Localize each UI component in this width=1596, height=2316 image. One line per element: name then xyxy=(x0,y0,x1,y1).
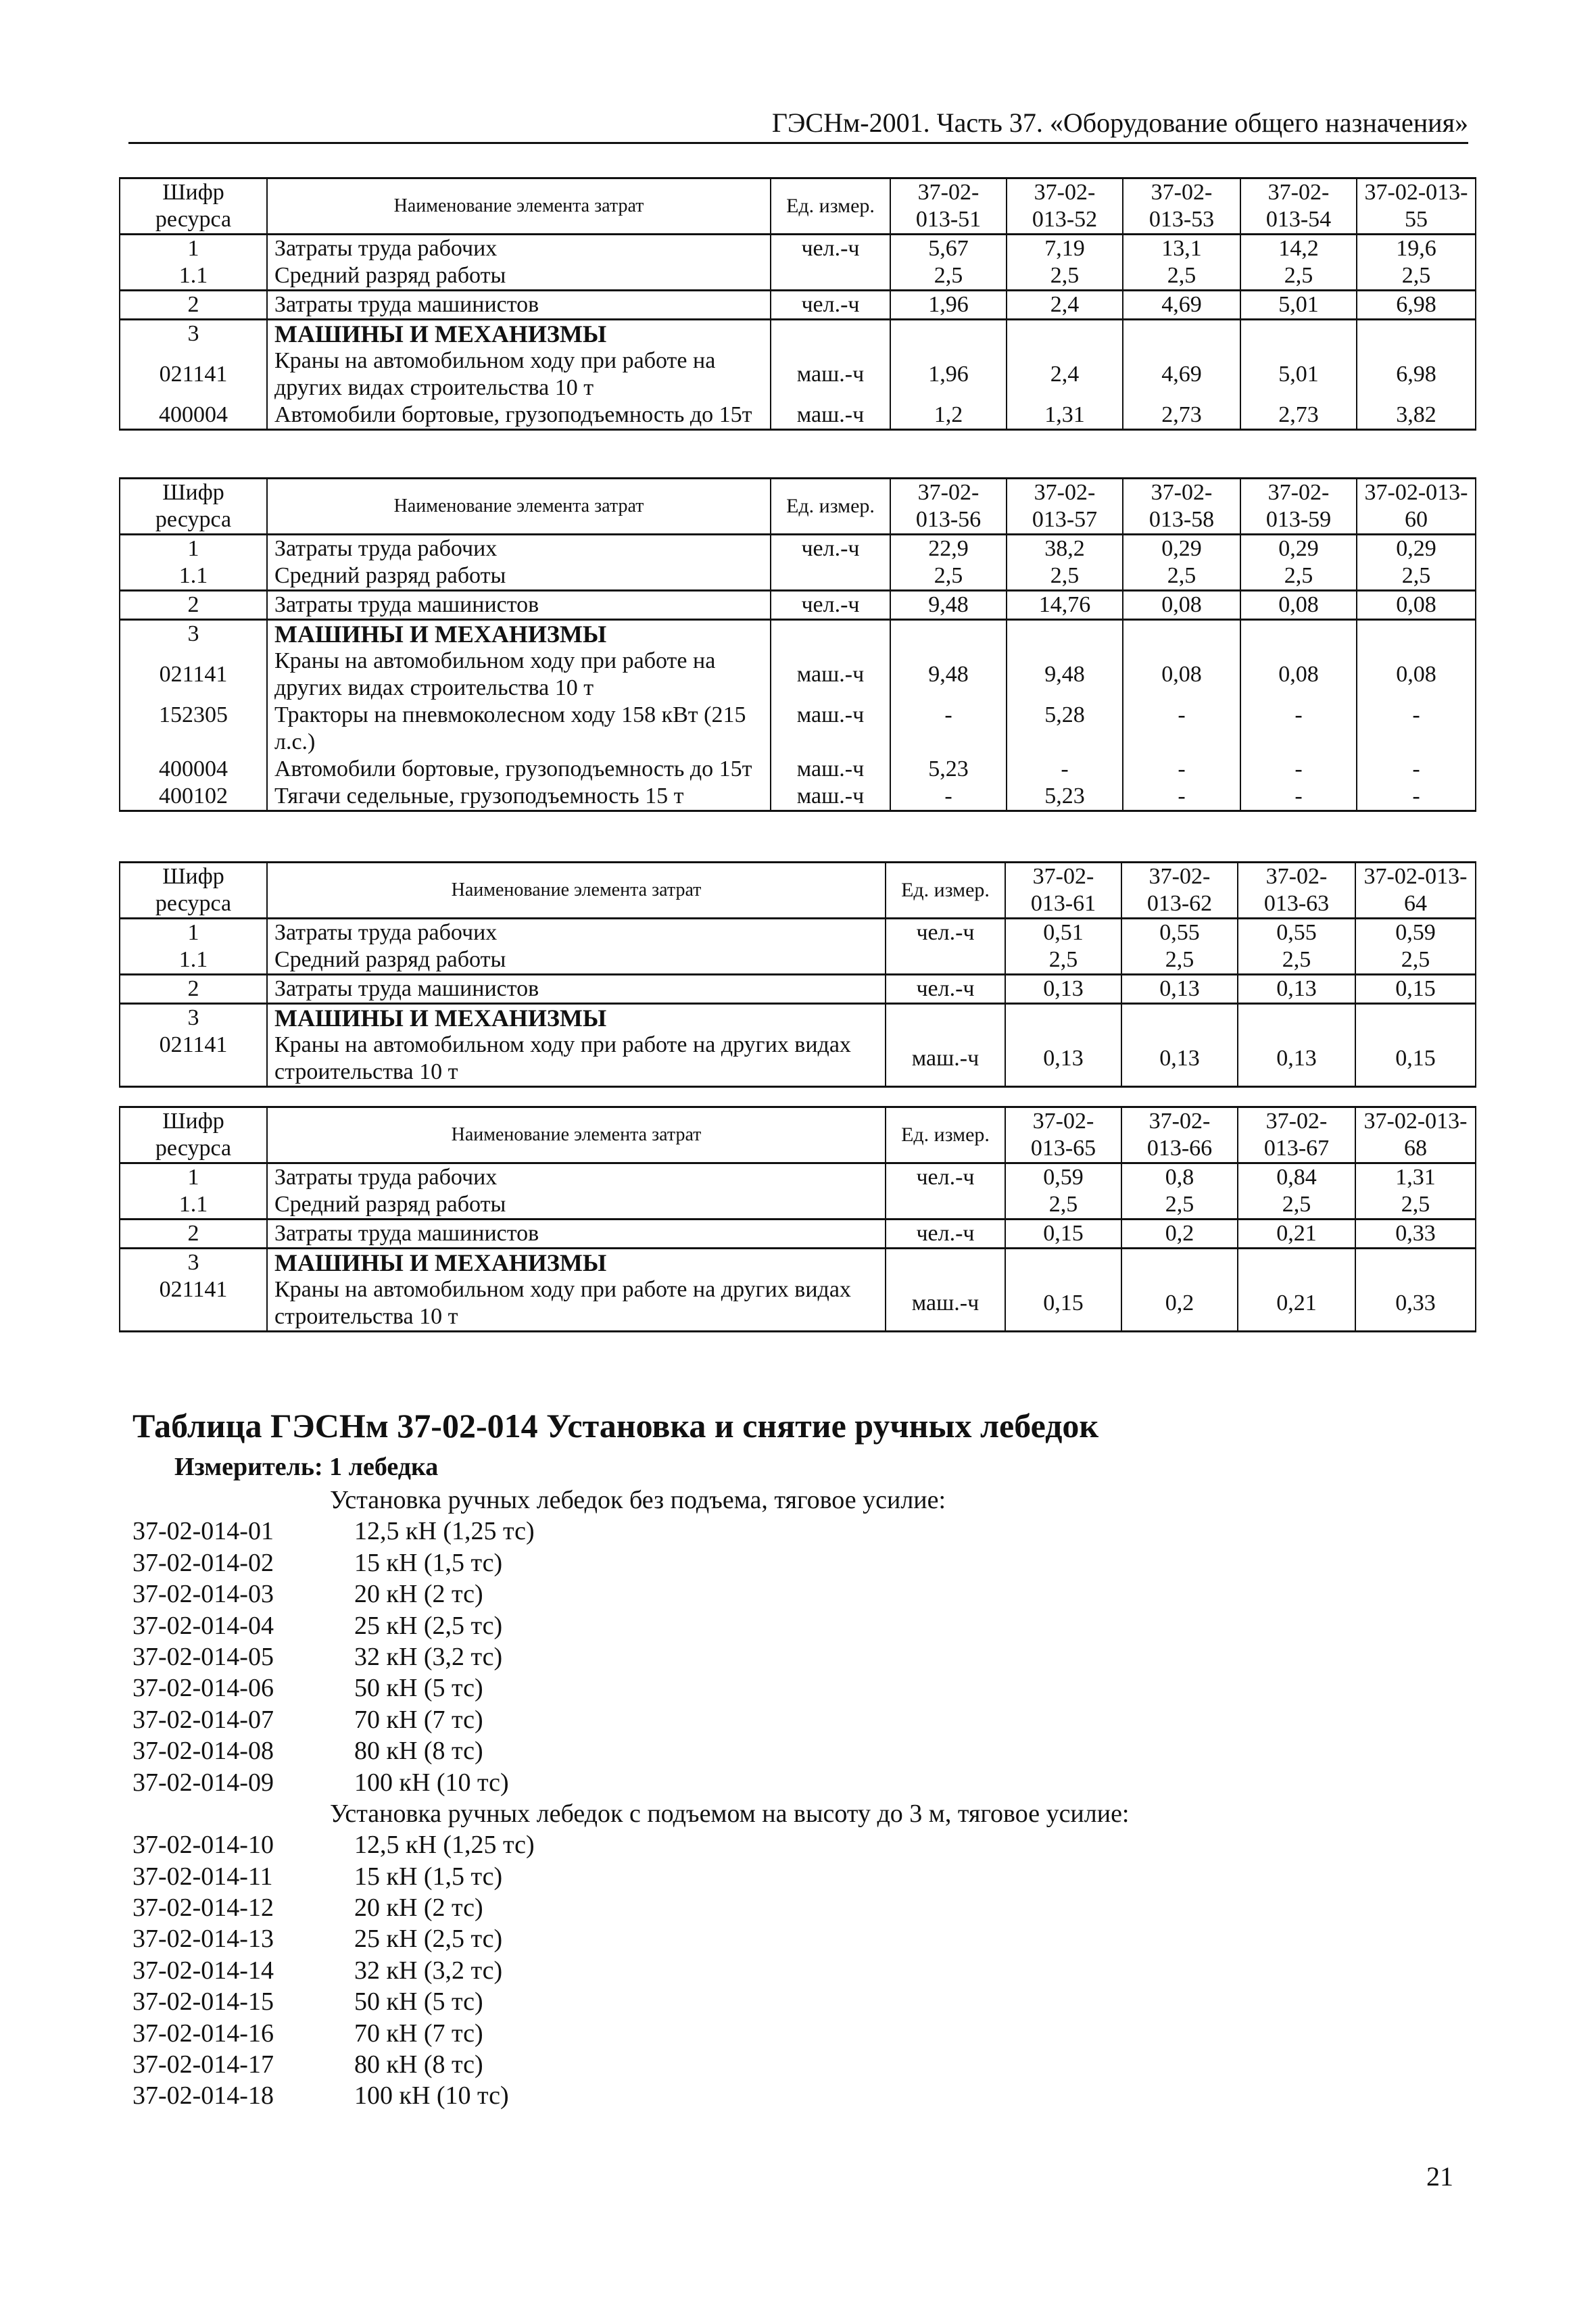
resource-code: 1 xyxy=(120,535,267,563)
resource-code: 021141 xyxy=(120,347,267,402)
unit: чел.-ч xyxy=(886,919,1005,947)
value: 2,73 xyxy=(1123,402,1240,430)
value: 0,55 xyxy=(1238,919,1355,947)
header-resource-code: Шифр ресурса xyxy=(120,863,267,919)
item-desc: 50 кН (5 тс) xyxy=(354,1674,483,1703)
resource-code: 1.1 xyxy=(120,1191,267,1220)
value: 2,5 xyxy=(1123,262,1240,291)
list-item xyxy=(132,1735,1417,1766)
value: 2,5 xyxy=(1357,562,1476,591)
list-item xyxy=(132,1641,1417,1672)
value: - xyxy=(1123,783,1240,811)
unit xyxy=(886,946,1005,975)
item-desc: 80 кН (8 тс) xyxy=(354,2050,483,2079)
section-title: МАШИНЫ И МЕХАНИЗМЫ xyxy=(267,1004,886,1032)
value: 2,5 xyxy=(1357,262,1476,291)
value: 2,5 xyxy=(1240,262,1357,291)
section-title: МАШИНЫ И МЕХАНИЗМЫ xyxy=(267,1249,886,1277)
item-code: 37-02-014-11 xyxy=(132,1862,273,1891)
value: 0,21 xyxy=(1238,1220,1355,1249)
value: 6,98 xyxy=(1357,347,1476,402)
table-row xyxy=(120,1220,1476,1249)
table-row xyxy=(120,946,1476,975)
value: 0,08 xyxy=(1240,591,1357,620)
section-title: МАШИНЫ И МЕХАНИЗМЫ xyxy=(267,620,771,648)
unit: маш.-ч xyxy=(886,1032,1005,1087)
list-item xyxy=(132,1829,1417,1860)
resource-code: 1.1 xyxy=(120,562,267,591)
value: 1,96 xyxy=(890,291,1007,320)
unit: чел.-ч xyxy=(886,1220,1005,1249)
value: - xyxy=(1123,756,1240,783)
column-code: 37-02-013-62 xyxy=(1121,863,1238,919)
section-title: МАШИНЫ И МЕХАНИЗМЫ xyxy=(267,320,771,348)
value: 0,55 xyxy=(1121,919,1238,947)
item-code: 37-02-014-12 xyxy=(132,1893,274,1923)
table-row xyxy=(120,756,1476,783)
value: 0,8 xyxy=(1121,1163,1238,1192)
table-014-meter: Измеритель: 1 лебедка xyxy=(174,1453,439,1481)
value: 0,13 xyxy=(1121,1032,1238,1087)
value: 0,08 xyxy=(1357,648,1476,702)
column-code: 37-02-013-67 xyxy=(1238,1107,1355,1163)
table-row xyxy=(120,562,1476,591)
value: 0,08 xyxy=(1123,591,1240,620)
value: 0,21 xyxy=(1238,1276,1355,1332)
table-row xyxy=(120,919,1476,947)
value: 14,76 xyxy=(1007,591,1123,620)
resource-code: 1 xyxy=(120,919,267,947)
table-row xyxy=(120,235,1476,263)
item-code: 37-02-014-09 xyxy=(132,1768,274,1797)
column-code: 37-02-013-61 xyxy=(1005,863,1121,919)
header-unit: Ед. измер. xyxy=(771,178,890,235)
value: 0,13 xyxy=(1005,975,1121,1004)
header-unit: Ед. измер. xyxy=(886,1107,1005,1163)
resource-code: 1 xyxy=(120,1163,267,1192)
item-code: 37-02-014-06 xyxy=(132,1674,274,1703)
value: 2,5 xyxy=(1007,262,1123,291)
list-item xyxy=(132,1955,1417,1986)
item-desc: 12,5 кН (1,25 тс) xyxy=(354,1517,535,1546)
value: 2,5 xyxy=(1355,1191,1476,1220)
unit: маш.-ч xyxy=(886,1276,1005,1332)
value: 0,59 xyxy=(1005,1163,1121,1192)
value: - xyxy=(1357,702,1476,756)
item-code: 37-02-014-02 xyxy=(132,1548,274,1577)
unit: маш.-ч xyxy=(771,783,890,811)
column-code: 37-02-013-63 xyxy=(1238,863,1355,919)
item-code: 37-02-014-15 xyxy=(132,1987,274,2017)
value: 1,2 xyxy=(890,402,1007,430)
item-code: 37-02-014-04 xyxy=(132,1611,274,1640)
item-desc: 32 кН (3,2 тс) xyxy=(354,1956,503,1985)
list-item xyxy=(132,2018,1417,2049)
element-name: Затраты труда рабочих xyxy=(267,235,771,263)
list-item xyxy=(132,1672,1417,1704)
value: 4,69 xyxy=(1123,347,1240,402)
resource-table-4 xyxy=(119,1106,1476,1332)
value: 22,9 xyxy=(890,535,1007,563)
unit: чел.-ч xyxy=(771,535,890,563)
unit: чел.-ч xyxy=(771,591,890,620)
value: 14,2 xyxy=(1240,235,1357,263)
column-code: 37-02-013-54 xyxy=(1240,178,1357,235)
item-desc: 70 кН (7 тс) xyxy=(354,2019,483,2048)
column-code: 37-02-013-51 xyxy=(890,178,1007,235)
item-desc: 100 кН (10 тс) xyxy=(354,2081,509,2110)
value: 4,69 xyxy=(1123,291,1240,320)
value: 0,08 xyxy=(1123,648,1240,702)
element-name: Затраты труда машинистов xyxy=(267,591,771,620)
running-header: ГЭСНм-2001. Часть 37. «Оборудование общего назначения» xyxy=(128,107,1468,144)
column-code: 37-02-013-53 xyxy=(1123,178,1240,235)
value: 0,13 xyxy=(1005,1032,1121,1087)
value: 5,01 xyxy=(1240,291,1357,320)
header-element-name: Наименование элемента затрат xyxy=(267,479,771,535)
unit: маш.-ч xyxy=(771,756,890,783)
resource-code: 1.1 xyxy=(120,946,267,975)
resource-code: 400102 xyxy=(120,783,267,811)
value: 0,33 xyxy=(1355,1276,1476,1332)
value: 7,19 xyxy=(1007,235,1123,263)
element-name: Автомобили бортовые, грузоподъемность до 15т xyxy=(267,402,771,430)
list-item xyxy=(132,1516,1417,1547)
resource-code: 2 xyxy=(120,975,267,1004)
column-code: 37-02-013-52 xyxy=(1007,178,1123,235)
value: - xyxy=(890,702,1007,756)
value: 5,23 xyxy=(1007,783,1123,811)
column-code: 37-02-013-60 xyxy=(1357,479,1476,535)
table-row xyxy=(120,1191,1476,1220)
value: - xyxy=(1357,756,1476,783)
value: 0,08 xyxy=(1357,591,1476,620)
element-name: Средний разряд работы xyxy=(267,562,771,591)
column-code: 37-02-013-64 xyxy=(1355,863,1476,919)
value: 1,31 xyxy=(1007,402,1123,430)
value: 0,08 xyxy=(1240,648,1357,702)
value: 9,48 xyxy=(890,648,1007,702)
value: 13,1 xyxy=(1123,235,1240,263)
list-item xyxy=(132,1923,1417,1954)
value: 2,5 xyxy=(1123,562,1240,591)
element-name: Автомобили бортовые, грузоподъемность до 15т xyxy=(267,756,771,783)
element-name: Средний разряд работы xyxy=(267,1191,886,1220)
element-name: Затраты труда машинистов xyxy=(267,975,886,1004)
list-item xyxy=(132,1986,1417,2017)
value: 0,59 xyxy=(1355,919,1476,947)
unit: чел.-ч xyxy=(771,291,890,320)
element-name: Средний разряд работы xyxy=(267,262,771,291)
item-code: 37-02-014-10 xyxy=(132,1831,274,1860)
resource-code: 2 xyxy=(120,591,267,620)
value: 0,33 xyxy=(1355,1220,1476,1249)
value: 2,5 xyxy=(1121,946,1238,975)
value: 9,48 xyxy=(1007,648,1123,702)
resource-code: 1.1 xyxy=(120,262,267,291)
item-desc: 25 кН (2,5 тс) xyxy=(354,1925,503,1954)
resource-code: 3 xyxy=(120,620,267,648)
resource-code: 2 xyxy=(120,291,267,320)
item-code: 37-02-014-07 xyxy=(132,1705,274,1734)
table-row xyxy=(120,262,1476,291)
value: 0,2 xyxy=(1121,1276,1238,1332)
table-014-title: Таблица ГЭСНм 37-02-014 Установка и снятие ручных лебедок xyxy=(132,1407,1099,1445)
list-item xyxy=(132,1610,1417,1641)
table-row xyxy=(120,975,1476,1004)
item-code: 37-02-014-18 xyxy=(132,2081,274,2110)
element-name: Средний разряд работы xyxy=(267,946,886,975)
value: 9,48 xyxy=(890,591,1007,620)
list-item xyxy=(132,1547,1417,1578)
resource-code: 3 xyxy=(120,1249,267,1277)
value: 38,2 xyxy=(1007,535,1123,563)
value: 0,15 xyxy=(1005,1220,1121,1249)
column-code: 37-02-013-58 xyxy=(1123,479,1240,535)
value: 0,13 xyxy=(1238,975,1355,1004)
value: 0,13 xyxy=(1238,1032,1355,1087)
value: 2,5 xyxy=(1240,562,1357,591)
header-unit: Ед. измер. xyxy=(886,863,1005,919)
element-name: Краны на автомобильном ходу при работе на других видах строительства 10 т xyxy=(267,1032,886,1087)
table-row xyxy=(120,347,1476,402)
value: 0,15 xyxy=(1355,1032,1476,1087)
table-row xyxy=(120,535,1476,563)
header-element-name: Наименование элемента затрат xyxy=(267,863,886,919)
resource-code: 021141 xyxy=(120,648,267,702)
table-row xyxy=(120,402,1476,430)
column-code: 37-02-013-68 xyxy=(1355,1107,1476,1163)
table-row xyxy=(120,291,1476,320)
element-name: Краны на автомобильном ходу при работе на других видах строительства 10 т xyxy=(267,648,771,702)
resource-code: 3 xyxy=(120,1004,267,1032)
unit: чел.-ч xyxy=(886,975,1005,1004)
item-desc: 15 кН (1,5 тс) xyxy=(354,1548,503,1577)
item-code: 37-02-014-17 xyxy=(132,2050,274,2079)
value: 3,82 xyxy=(1357,402,1476,430)
value: - xyxy=(1357,783,1476,811)
table-row xyxy=(120,1163,1476,1192)
value: - xyxy=(1240,756,1357,783)
unit xyxy=(771,262,890,291)
resource-table-1 xyxy=(119,177,1476,431)
item-code: 37-02-014-16 xyxy=(132,2019,274,2048)
table-row xyxy=(120,648,1476,702)
value: 0,29 xyxy=(1123,535,1240,563)
value: 5,01 xyxy=(1240,347,1357,402)
element-name: Затраты труда машинистов xyxy=(267,291,771,320)
resource-code: 021141 xyxy=(120,1276,267,1332)
group-heading: Установка ручных лебедок с подъемом на высоту до 3 м, тяговое усилие: xyxy=(330,1799,1130,1828)
section-row xyxy=(120,1249,1476,1277)
item-desc: 20 кН (2 тс) xyxy=(354,1893,483,1923)
unit: маш.-ч xyxy=(771,347,890,402)
column-code: 37-02-013-65 xyxy=(1005,1107,1121,1163)
element-name: Затраты труда рабочих xyxy=(267,1163,886,1192)
value: 2,5 xyxy=(1355,946,1476,975)
value: - xyxy=(890,783,1007,811)
element-name: Тягачи седельные, грузоподъемность 15 т xyxy=(267,783,771,811)
table-row xyxy=(120,1032,1476,1087)
table-row xyxy=(120,591,1476,620)
unit xyxy=(886,1191,1005,1220)
list-item xyxy=(132,2080,1417,2111)
unit: чел.-ч xyxy=(771,235,890,263)
item-desc: 20 кН (2 тс) xyxy=(354,1580,483,1609)
code-list xyxy=(132,1485,1417,2112)
table-row xyxy=(120,783,1476,811)
resource-code: 2 xyxy=(120,1220,267,1249)
column-code: 37-02-013-57 xyxy=(1007,479,1123,535)
resource-table-3 xyxy=(119,861,1476,1088)
item-code: 37-02-014-05 xyxy=(132,1642,274,1671)
item-desc: 100 кН (10 тс) xyxy=(354,1768,509,1797)
header-element-name: Наименование элемента затрат xyxy=(267,178,771,235)
list-item xyxy=(132,1861,1417,1892)
list-item xyxy=(132,1704,1417,1735)
value: 1,31 xyxy=(1355,1163,1476,1192)
section-row xyxy=(120,320,1476,348)
element-name: Затраты труда машинистов xyxy=(267,1220,886,1249)
header-unit: Ед. измер. xyxy=(771,479,890,535)
value: - xyxy=(1123,702,1240,756)
column-code: 37-02-013-55 xyxy=(1357,178,1476,235)
value: 2,5 xyxy=(1121,1191,1238,1220)
value: 2,5 xyxy=(1007,562,1123,591)
header-resource-code: Шифр ресурса xyxy=(120,178,267,235)
table-row xyxy=(120,702,1476,756)
value: 2,5 xyxy=(890,562,1007,591)
resource-code: 3 xyxy=(120,320,267,348)
value: 2,5 xyxy=(1238,1191,1355,1220)
item-desc: 15 кН (1,5 тс) xyxy=(354,1862,503,1891)
value: 1,96 xyxy=(890,347,1007,402)
list-item xyxy=(132,1892,1417,1923)
item-code: 37-02-014-14 xyxy=(132,1956,274,1985)
value: 0,29 xyxy=(1357,535,1476,563)
element-name: Затраты труда рабочих xyxy=(267,535,771,563)
value: 2,73 xyxy=(1240,402,1357,430)
item-code: 37-02-014-01 xyxy=(132,1517,274,1546)
header-resource-code: Шифр ресурса xyxy=(120,479,267,535)
item-desc: 50 кН (5 тс) xyxy=(354,1987,483,2017)
value: 0,51 xyxy=(1005,919,1121,947)
value: 2,4 xyxy=(1007,347,1123,402)
element-name: Затраты труда рабочих xyxy=(267,919,886,947)
column-code: 37-02-013-56 xyxy=(890,479,1007,535)
item-desc: 70 кН (7 тс) xyxy=(354,1705,483,1734)
section-row xyxy=(120,1004,1476,1032)
header-resource-code: Шифр ресурса xyxy=(120,1107,267,1163)
value: 2,5 xyxy=(1005,1191,1121,1220)
value: 0,13 xyxy=(1121,975,1238,1004)
value: 5,28 xyxy=(1007,702,1123,756)
element-name: Краны на автомобильном ходу при работе на других видах строительства 10 т xyxy=(267,347,771,402)
value: 0,15 xyxy=(1005,1276,1121,1332)
value: 5,23 xyxy=(890,756,1007,783)
value: - xyxy=(1240,702,1357,756)
item-desc: 12,5 кН (1,25 тс) xyxy=(354,1831,535,1860)
table-row xyxy=(120,1276,1476,1332)
unit: маш.-ч xyxy=(771,648,890,702)
item-desc: 25 кН (2,5 тс) xyxy=(354,1611,503,1640)
resource-code: 152305 xyxy=(120,702,267,756)
value: - xyxy=(1007,756,1123,783)
page-number: 21 xyxy=(1426,2161,1453,2192)
value: - xyxy=(1240,783,1357,811)
value: 2,5 xyxy=(1238,946,1355,975)
column-code: 37-02-013-59 xyxy=(1240,479,1357,535)
unit: маш.-ч xyxy=(771,402,890,430)
resource-code: 1 xyxy=(120,235,267,263)
list-item xyxy=(132,1767,1417,1798)
header-element-name: Наименование элемента затрат xyxy=(267,1107,886,1163)
value: 0,29 xyxy=(1240,535,1357,563)
column-code: 37-02-013-66 xyxy=(1121,1107,1238,1163)
item-code: 37-02-014-08 xyxy=(132,1737,274,1766)
unit xyxy=(771,562,890,591)
item-code: 37-02-014-03 xyxy=(132,1580,274,1609)
value: 0,2 xyxy=(1121,1220,1238,1249)
value: 6,98 xyxy=(1357,291,1476,320)
value: 19,6 xyxy=(1357,235,1476,263)
resource-code: 400004 xyxy=(120,756,267,783)
item-desc: 80 кН (8 тс) xyxy=(354,1737,483,1766)
section-row xyxy=(120,620,1476,648)
value: 2,5 xyxy=(890,262,1007,291)
item-code: 37-02-014-13 xyxy=(132,1925,274,1954)
group-heading: Установка ручных лебедок без подъема, тяговое усилие: xyxy=(330,1486,946,1514)
unit: чел.-ч xyxy=(886,1163,1005,1192)
resource-code: 400004 xyxy=(120,402,267,430)
value: 0,15 xyxy=(1355,975,1476,1004)
resource-code: 021141 xyxy=(120,1032,267,1087)
list-item xyxy=(132,2049,1417,2080)
value: 2,4 xyxy=(1007,291,1123,320)
unit: маш.-ч xyxy=(771,702,890,756)
element-name: Тракторы на пневмоколесном ходу 158 кВт (215 л.с.) xyxy=(267,702,771,756)
list-item xyxy=(132,1578,1417,1610)
element-name: Краны на автомобильном ходу при работе на других видах строительства 10 т xyxy=(267,1276,886,1332)
value: 2,5 xyxy=(1005,946,1121,975)
value: 5,67 xyxy=(890,235,1007,263)
resource-table-2 xyxy=(119,477,1476,812)
value: 0,84 xyxy=(1238,1163,1355,1192)
item-desc: 32 кН (3,2 тс) xyxy=(354,1642,503,1671)
